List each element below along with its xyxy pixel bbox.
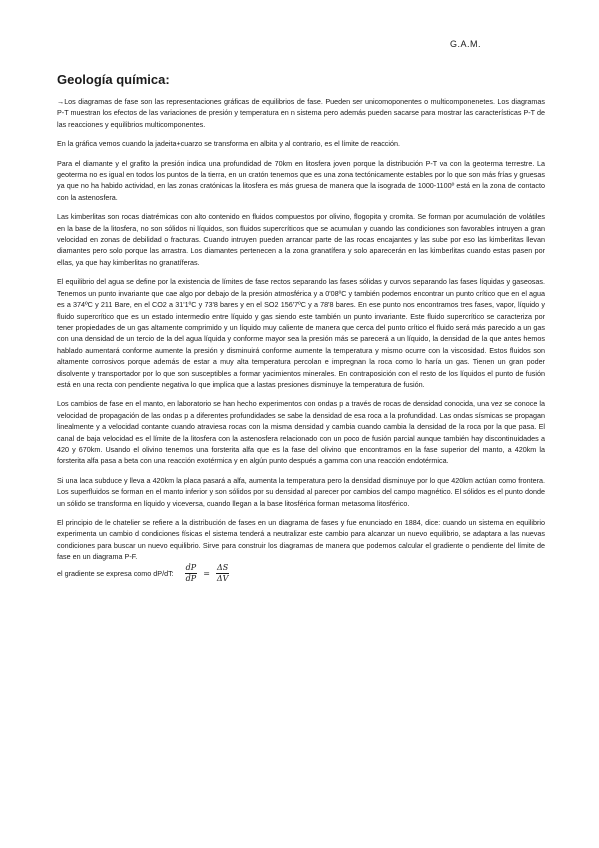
paragraph-mantle-phase-changes: Los cambios de fase en el manto, en laboratorio se han hecho experimentos con ondas p a través de rocas de densidad conocida, una vez se conoce la velocidad de propagación de las ondas p a diferentes profundidades se sabe la densidad de esa roca a la profundidad. Las ondas sísmicas se propagan linealmente y a velocidad contante cuando atraviesa rocas con la misma densidad y cambia cuando cambia la densidad de la roca por la que pasa. El canal de baja velocidad es el límite de la litosfera con la astenosfera relacionado con un poco de fusión parcial aunque también hay discontinuidades a 420 y 670km. Usando el olivino tenemos una forsterita alfa que es la fase del olivino que encontramos en la fase superior del manto, a 420km la forsterita alfa pasa a beta con una reacción exotérmica y en algún punto después a gamma con una reacción endotérmica. xyxy=(57,399,545,466)
equation-rhs-fraction xyxy=(216,563,230,584)
clausius-clapeyron-equation xyxy=(182,563,233,584)
paragraph-water-equilibrium: El equilibrio del agua se define por la existencia de límites de fase rectos separando las fases sólidas y curvos separando las fases líquidas y gaseosas. Tenemos un punto invariante que cae algo por debajo de la presión atmosférica y a 0'08ºC y también podemos encontrar un punto crítico que en el agua es a 374ºC y 211 Bare, en el CO2 a 31'1ºC y 73'8 bares y en el SO2 156'7ºC y a 78'8 bares. En ese punto nos encontramos tres fases, vapor, líquido y fluido supercrítico que es un estado intermedio entre líquido y gas siendo este también un punto invariante. Este fluido supercrítico se caracteriza por tener propiedades de un gas altamente comprimido y un líquido muy caliente de manera que cerca del punto crítico el fluido será más parecido a un gas con una densidad de un tercio de la del agua líquida y conforme mayor sea la presión más se parecerá a un líquido, la densidad de la que antes hemos hablado aumentará conforme aumente la presión y disminuirá conforme aumente la temperatura y mismo ocurre con la viscosidad. Estos fluidos son altamente corrosivos porque además de estar a muy alta temperatura percolan e impregnan la roca como lo haría un gas. Tienen un gran poder disolvente y transportador por lo que son susceptibles a formar yacimientos minerales. En contraposición con el resto de los líquidos el punto de fusión está en una recta con pendiente negativa lo que implica que a lastas presiones disminuye la temperatura de fusión. xyxy=(57,277,545,389)
author-initials: G.A.M. xyxy=(450,39,482,49)
equation-lead-text: el gradiente se expresa como dP/dT: xyxy=(57,568,174,578)
paragraph-kimberlites: Las kimberlitas son rocas diatrémicas con alto contenido en fluidos compuestos por olivino, flogopita y cromita. Se forman por acumulación de volátiles en la base de la litosfera, no son sólidos ni líquidos, son fluidos supercríticos que se acumulan y cuando las condiciones son favorables intruyen a gran velocidad en zonas de debilidad o fracturas. Cuando intruyen pueden arrancar parte de las rocas encajantes y las sube por eso las kimberlitas llevan diamantes pero solo porque las arrastra. Los diamantes pertenecen a la zona granatífera y solo aparecerán en las kimberlitas cuando estas pasen por ellas, ya que hay kimberlitas no granatíferas. xyxy=(57,212,545,267)
paragraph-diamond-graphite: Para el diamante y el grafito la presión indica una profundidad de 70km en litosfera joven porque la distribución P-T va con la geoterma terrestre. La geoterma no es igual en todos los puntos de la tierra, en un cratón tenemos que es una zona tectónicamente estables por lo que son más frías y gruesas ya que no ha habido actividad, en las zonas cratónicas la litosfera es más gruesa de manera que la isograda de 1000-1100º está en la zona de contacto con la astenosfera. xyxy=(57,158,545,202)
paragraph-phase-diagrams: →Los diagramas de fase son las representaciones gráficas de equilibrios de fase. Pueden ser unicomoponentes o multicomponenetes. Los diagramas P-T muestran los efectos de las variaciones de presión y temperatura en n sistema pero además pueden sacarse para mostrar las características P-T de las reacciones y equilibrios multicomponentes. xyxy=(57,97,545,129)
document-body xyxy=(57,72,545,584)
document-title: Geología química: xyxy=(57,72,170,87)
paragraph-jadeite-reaction: En la gráfica vemos cuando la jadeita+cuarzo se transforma en albita y al contrario, es el límite de reacción. xyxy=(57,139,400,149)
gradient-equation-line xyxy=(57,563,545,584)
equation-equals-sign: = xyxy=(203,568,210,578)
paragraph-subduction: Si una laca subduce y lleva a 420km la placa pasará a alfa, aumenta la temperatura pero la densidad disminuye por lo que 420km actúan como frontera. Los superfluidos se forman en el manto inferior y son sólidos por su densidad al parecer por cambios del campo magnético. El sólidos es el punto donde un sólido se transforma en líquido y viceversa, cuando llegan a la base litosférica forman metasoma litosférico. xyxy=(57,475,545,508)
equation-rhs-numerator: ΔS xyxy=(217,562,229,572)
equation-lhs-numerator: dP xyxy=(185,562,197,572)
equation-rhs-denominator: ΔV xyxy=(216,573,229,583)
equation-lhs-denominator: dP xyxy=(185,573,197,583)
paragraph-le-chatelier: El principio de le chatelier se refiere a la distribución de fases en un diagrama de fases y fue enunciado en 1884, dice: cuando un sistema en equilibrio experimenta un cambio d condiciones físicas el sistema tenderá a neutralizar este cambio para alcanzar un nuevo equilibrio, se adaptara a las nuevas condiciones para buscar un nuevo equilibrio. Sirve para construir los diagramas de manera que podemos calcular el gradiente o pendiente del límite de fase en un diagrama P-F. xyxy=(57,518,545,562)
equation-lhs-fraction xyxy=(185,563,198,584)
